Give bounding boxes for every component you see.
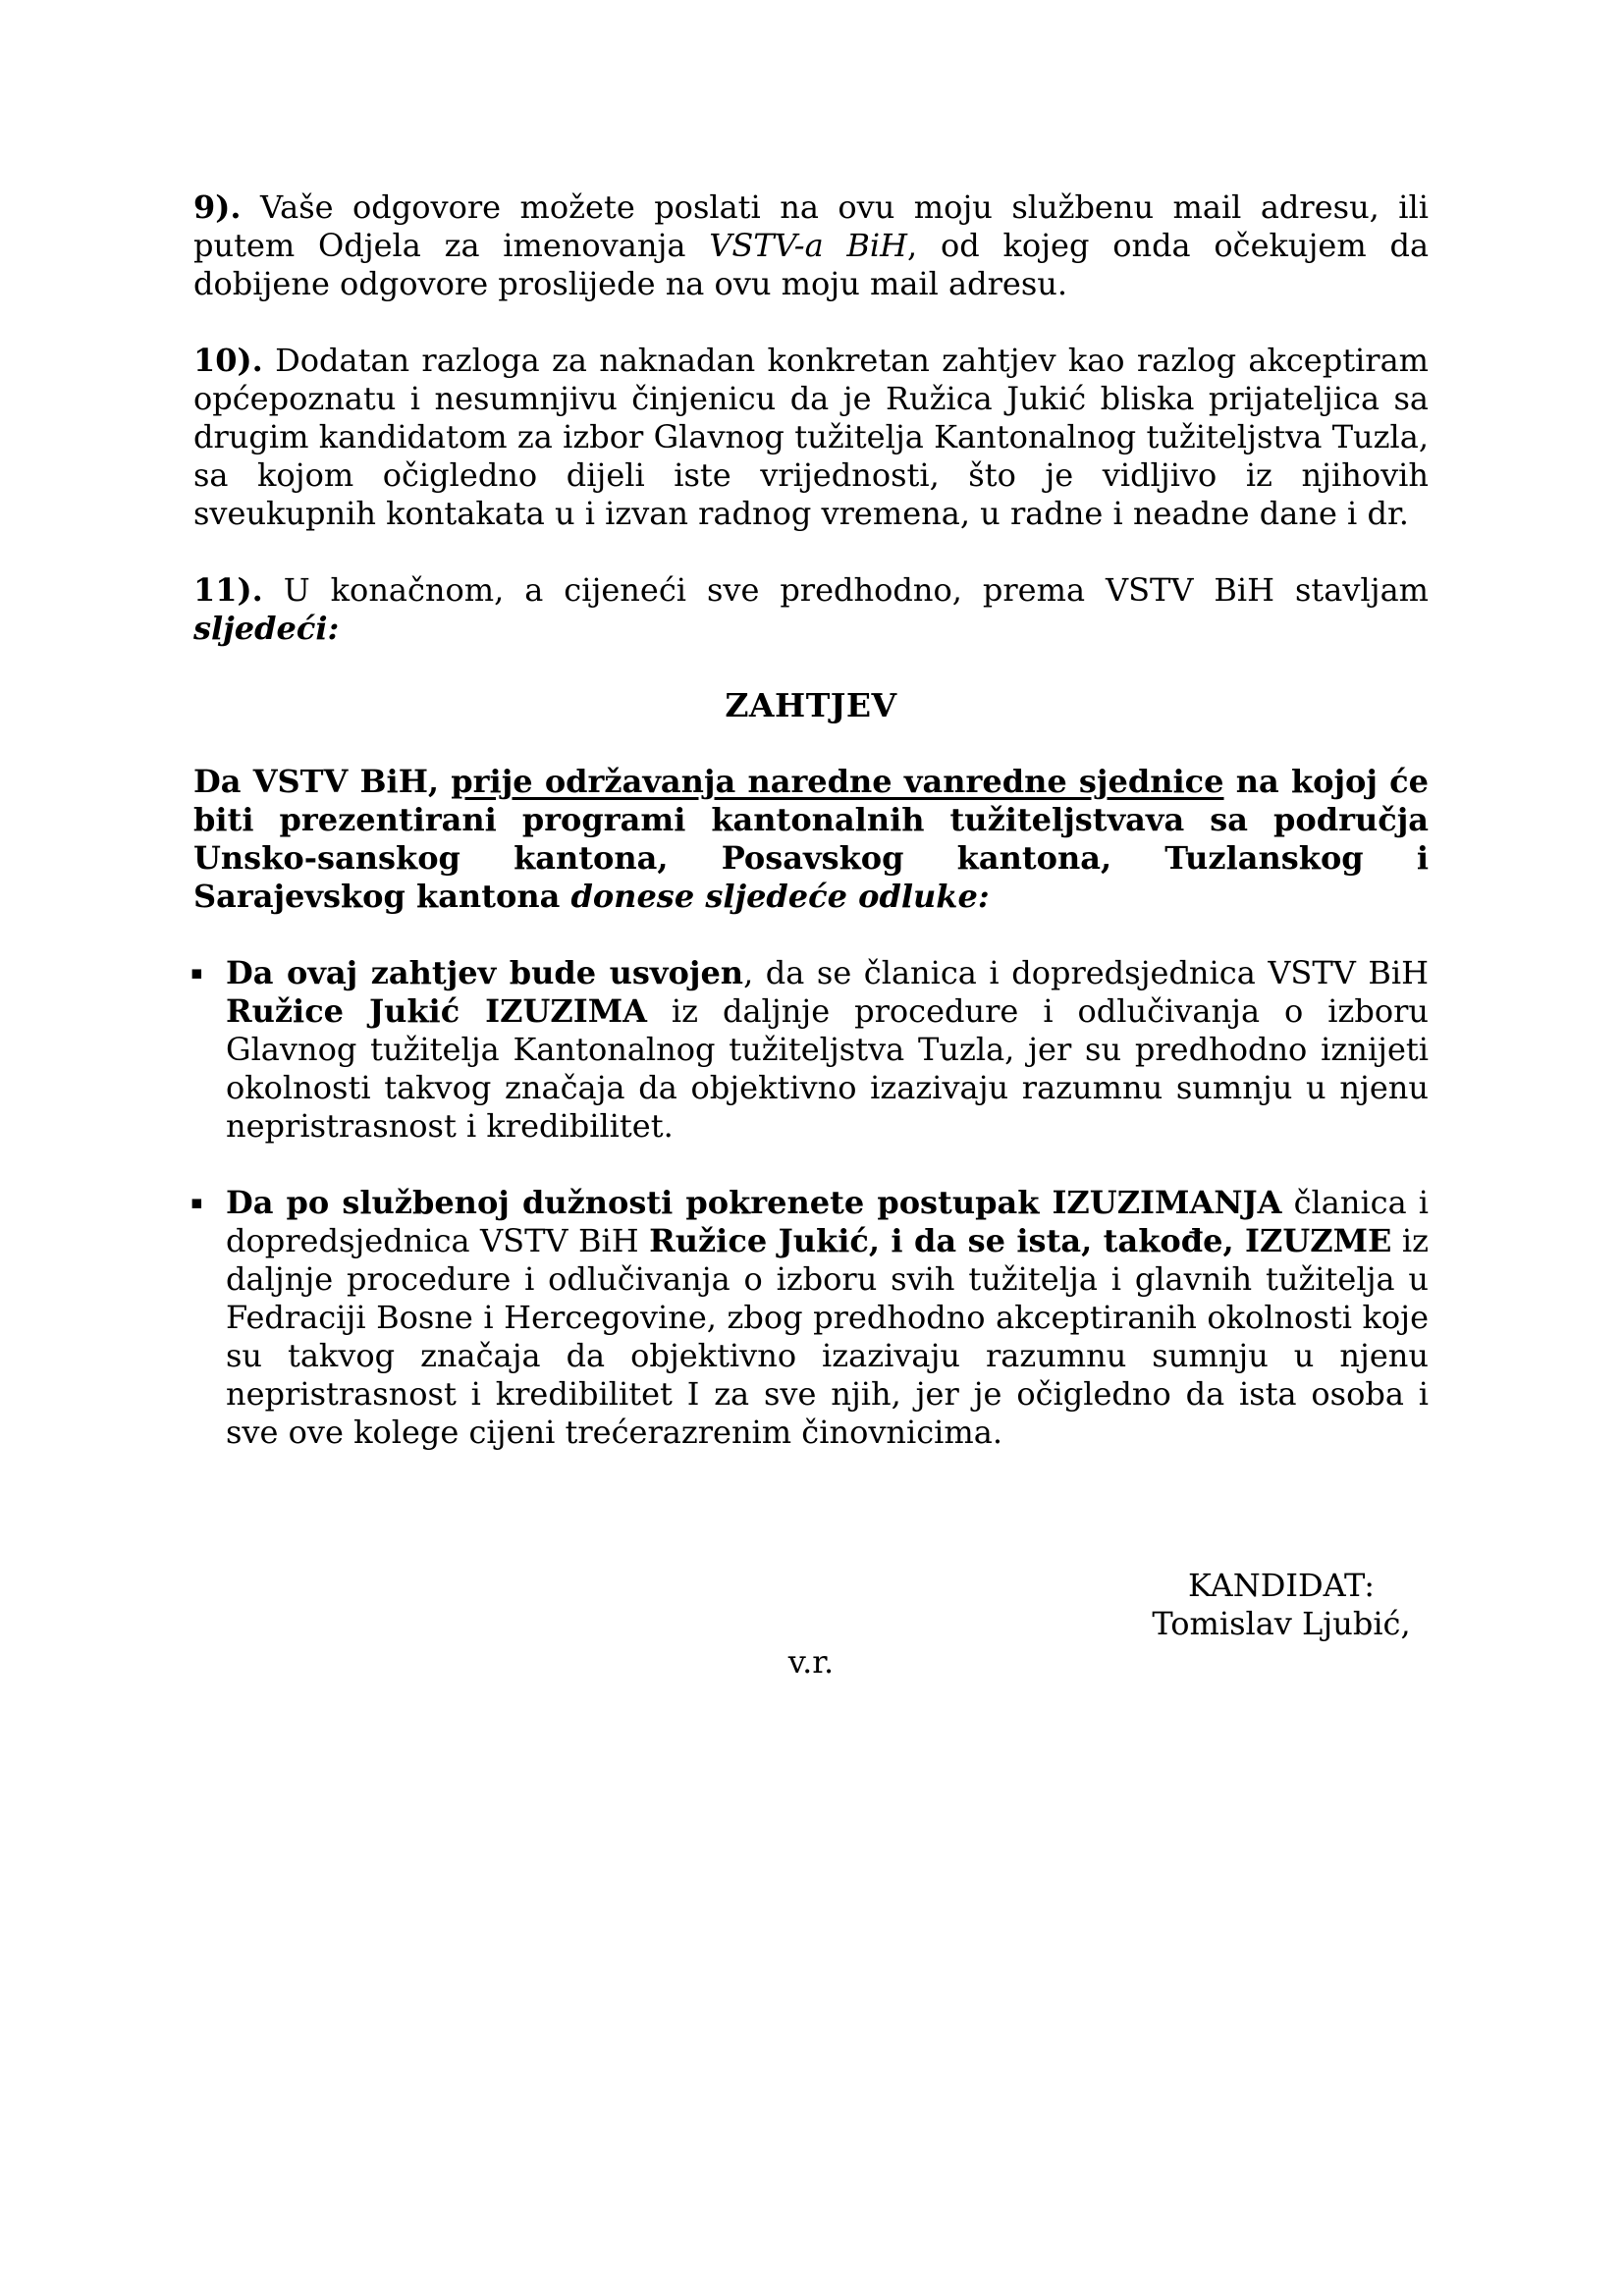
bullet-1-text: Da ovaj zahtjev bude usvojen, da se članica i dopredsjednica VSTV BiH Ružice Jukić IZUZIMA iz daljnje procedure i odlučivanja o izboru Glavnog tužitelja Kantonalnog tužiteljstva Tuzla, jer su predhodno iznijeti okolnosti takvog značaja da objektivno izazivaju razumnu sumnju u njenu nepristrasnost i kredibilitet. [226, 954, 1430, 1145]
zahtjev-heading: ZAHTJEV [725, 686, 897, 724]
signature-label: KANDIDAT: [1187, 1567, 1375, 1604]
bullet-square-icon: ▪ [190, 1192, 203, 1213]
signature-name: Tomislav Ljubić, [1152, 1605, 1411, 1642]
signature-vr-note: v.r. [787, 1643, 835, 1681]
request-intro-paragraph: Da VSTV BiH, prije održavanja naredne vanredne sjednice na kojoj će biti prezentirani programi kantonalnih tužiteljstvava sa područja Unsko-sanskog kantona, Posavskog kantona, Tuzlanskog i Sarajevskog kantona donese sljedeće odluke: [193, 763, 1430, 915]
bullet-item-2 [190, 1184, 1430, 1452]
bullet-2-text: Da po službenoj dužnosti pokrenete postupak IZUZIMANJA članica i dopredsjednica VSTV BiH Ružice Jukić, i da se ista, takođe, IZUZME iz daljnje procedure i odlučivanja o izboru svih tužitelja i glavnih tužitelja u Fedraciji Bosne i Hercegovine, zbog predhodno akceptiranih okolnosti koje su takvog značaja da objektivno izazivaju razumnu sumnju u njenu nepristrasnost i kredibilitet I za sve njih, jer je očigledno da ista osoba i sve ove kolege cijeni trećerazrenim činovnicima. [226, 1184, 1430, 1451]
bullet-item-1 [190, 954, 1430, 1146]
paragraph-11: 11). U konačnom, a cijeneći sve predhodno, prema VSTV BiH stavljam sljedeći: [193, 571, 1429, 647]
paragraph-10: 10). Dodatan razloga za naknadan konkretan zahtjev kao razlog akceptiram općepoznatu i nesumnjivu činjenicu da je Ružica Jukić bliska prijateljica sa drugim kandidatom za izbor Glavnog tužitelja Kantonalnog tužiteljstva Tuzla, sa kojom očigledno dijeli iste vrijednosti, što je vidljivo iz njihovih sveukupnih kontakata u i izvan radnog vremena, u radne i neadne dane i dr. [193, 342, 1429, 532]
signature-block [1085, 1567, 1478, 1643]
bullet-square-icon: ▪ [190, 962, 203, 984]
paragraph-9: 9). Vaše odgovore možete poslati na ovu moju službenu mail adresu, ili putem Odjela za imenovanja VSTV-a BiH, od kojeg onda očekujem da dobijene odgovore proslijede na ovu moju mail adresu. [193, 188, 1430, 302]
